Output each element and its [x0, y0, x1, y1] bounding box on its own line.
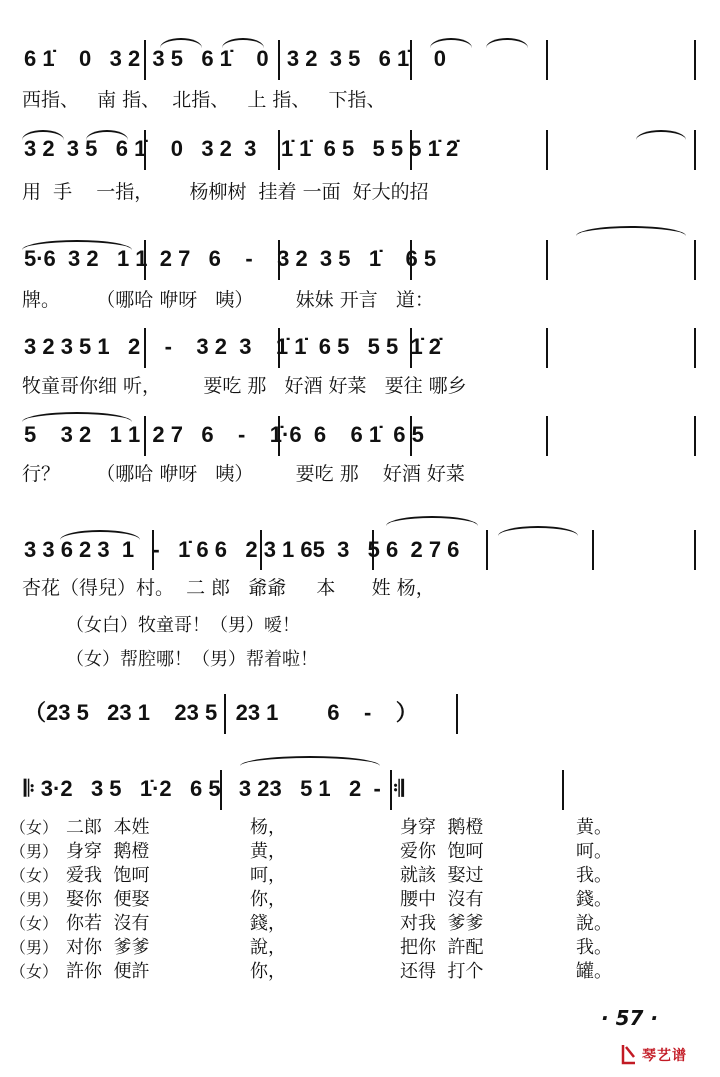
verse-text-3d: 我。: [576, 865, 612, 886]
slur: [576, 226, 686, 236]
bar-line: [410, 40, 412, 80]
verse-text-2a: 身穿 鹅橙: [66, 841, 150, 862]
slur: [60, 530, 140, 540]
verse-role-3: （女）: [10, 866, 59, 885]
verse-text-2c: 爱你 饱呵: [400, 841, 484, 862]
verse-text-4a: 娶你 便娶: [66, 889, 150, 910]
verse-text-4b: 你，: [250, 889, 286, 910]
score-lyric-row-6: 杏花（得兒）村。 二 郎 爺爺 本 姓 杨，: [22, 577, 435, 599]
verse-text-3a: 爱我 饱呵: [66, 865, 150, 886]
bar-line: [410, 240, 412, 280]
bar-line: [220, 770, 222, 810]
bar-line: [410, 416, 412, 456]
slur: [386, 516, 478, 526]
verse-role-5: （女）: [10, 914, 59, 933]
watermark-text: 琴艺谱: [642, 1048, 687, 1064]
bar-line: [372, 530, 374, 570]
verse-text-6a: 对你 爹爹: [66, 937, 150, 958]
verse-text-3c: 就該 娶过: [400, 865, 484, 886]
verse-text-7b: 你，: [250, 961, 286, 982]
bar-line: [546, 416, 548, 456]
bar-line: [152, 530, 154, 570]
bar-line: [592, 530, 594, 570]
verse-text-3b: 呵，: [250, 865, 286, 886]
verse-text-2b: 黄，: [250, 841, 286, 862]
bar-line: [694, 240, 696, 280]
score-lyric-row-4: 牧童哥你细 听， 要吃 那 好酒 好菜 要往 哪乡: [22, 375, 467, 397]
slur: [636, 130, 686, 140]
score-lyric-row-2: 用 手 一指， 杨柳树 挂着 一面 好大的招: [22, 181, 429, 203]
verse-text-1b: 杨，: [250, 817, 286, 838]
verse-role-6: （男）: [10, 938, 59, 957]
slur: [486, 38, 528, 48]
verse-text-1d: 黄。: [576, 817, 612, 838]
bar-line: [546, 240, 548, 280]
verse-role-1: （女）: [10, 818, 59, 837]
bar-line: [456, 694, 458, 734]
verse-text-5a: 你若 沒有: [66, 913, 150, 934]
slur: [222, 38, 264, 48]
bar-line: [546, 40, 548, 80]
verse-role-4: （男）: [10, 890, 59, 909]
bar-line: [144, 328, 146, 368]
bar-line: [410, 328, 412, 368]
score-notes-row-1: 6 1̇ 0 3 2 3 5 6 1̇ 0 3 2 3 5 6 1̇ 0: [24, 46, 446, 71]
bar-line: [410, 130, 412, 170]
score-notes-row-5: 5 3 2 1 1 2 7 6 - 1̇·6 6 6 1̇ 6 5: [24, 422, 424, 447]
score-notes-row-4: 3 2 3 5 1 2 - 3 2 3 1̇ 1̇ 6 5 5 5 1̇ 2̇: [24, 334, 442, 359]
bar-line: [278, 328, 280, 368]
bar-line: [390, 770, 392, 810]
score-lyric-row-1: 西指、 南 指、 北指、 上 指、 下指、: [22, 89, 386, 111]
slur: [22, 130, 64, 140]
bar-line: [224, 694, 226, 734]
score-lyric-row-5: 行？ （哪哈 咿呀 咦） 要吃 那 好酒 好菜: [22, 463, 465, 485]
bar-line: [694, 130, 696, 170]
score-notes-row-6: 3 3 6 2 3 1 - 1̇ 6 6 2 3 1 65 3 5 6 2 7 6: [24, 537, 460, 562]
verse-text-5c: 对我 爹爹: [400, 913, 484, 934]
bar-line: [562, 770, 564, 810]
bar-line: [144, 416, 146, 456]
verse-text-5b: 錢，: [250, 913, 286, 934]
bar-line: [260, 530, 262, 570]
prelude-notes: （23 5 23 1 23 5 23 1 6 - ）: [24, 700, 418, 725]
bar-line: [278, 416, 280, 456]
verse-text-6d: 我。: [576, 937, 612, 958]
verse-text-4d: 錢。: [576, 889, 612, 910]
bar-line: [144, 240, 146, 280]
slur: [86, 130, 128, 140]
slur: [22, 412, 132, 422]
score-notes-row-2: 3 2 3 5 6 1̇ 0 3 2 3 1̇ 1̇ 6 5 5 5 5 1̇ 2̇: [24, 136, 459, 161]
score-lyric-row-3: 牌。 （哪哈 咿呀 咦） 妹妹 开言 道：: [22, 289, 434, 311]
verse-text-6b: 說，: [250, 937, 286, 958]
watermark-logo: [620, 1043, 706, 1067]
slur: [22, 240, 132, 250]
verse-text-6c: 把你 許配: [400, 937, 484, 958]
verse-text-1a: 二郎 本姓: [66, 817, 150, 838]
verse-text-7a: 許你 便許: [66, 961, 150, 982]
refrain-notes: 𝄆 3·2 3 5 1̇·2 6 5 3 23 5 1 2 - 𝄇: [24, 776, 404, 801]
bar-line: [546, 328, 548, 368]
bar-line: [694, 328, 696, 368]
verse-text-4c: 腰中 沒有: [400, 889, 484, 910]
bar-line: [694, 530, 696, 570]
music-logo-icon: [620, 1043, 638, 1065]
dialogue-line-1: （女白）牧童哥！（男）嗳！: [66, 615, 300, 636]
bar-line: [278, 240, 280, 280]
verse-text-2d: 呵。: [576, 841, 612, 862]
verse-text-7c: 还得 打个: [400, 961, 484, 982]
bar-line: [278, 130, 280, 170]
slur: [430, 38, 472, 48]
score-notes-row-3: 5·6 3 2 1 1 2 7 6 - 3 2 3 5 1̇ 6 5: [24, 246, 437, 271]
verse-text-5d: 說。: [576, 913, 612, 934]
verse-role-7: （女）: [10, 962, 59, 981]
bar-line: [144, 40, 146, 80]
dialogue-line-2: （女）帮腔哪！（男）帮着啦！: [66, 649, 318, 670]
verse-role-2: （男）: [10, 842, 59, 861]
bar-line: [694, 416, 696, 456]
verse-text-7d: 罐。: [576, 961, 612, 982]
slur: [240, 756, 380, 766]
bar-line: [486, 530, 488, 570]
bar-line: [546, 130, 548, 170]
bar-line: [278, 40, 280, 80]
bar-line: [694, 40, 696, 80]
verse-text-1c: 身穿 鹅橙: [400, 817, 484, 838]
slur: [498, 526, 578, 536]
page-number: · 57 ·: [601, 1006, 658, 1030]
bar-line: [144, 130, 146, 170]
slur: [160, 38, 202, 48]
